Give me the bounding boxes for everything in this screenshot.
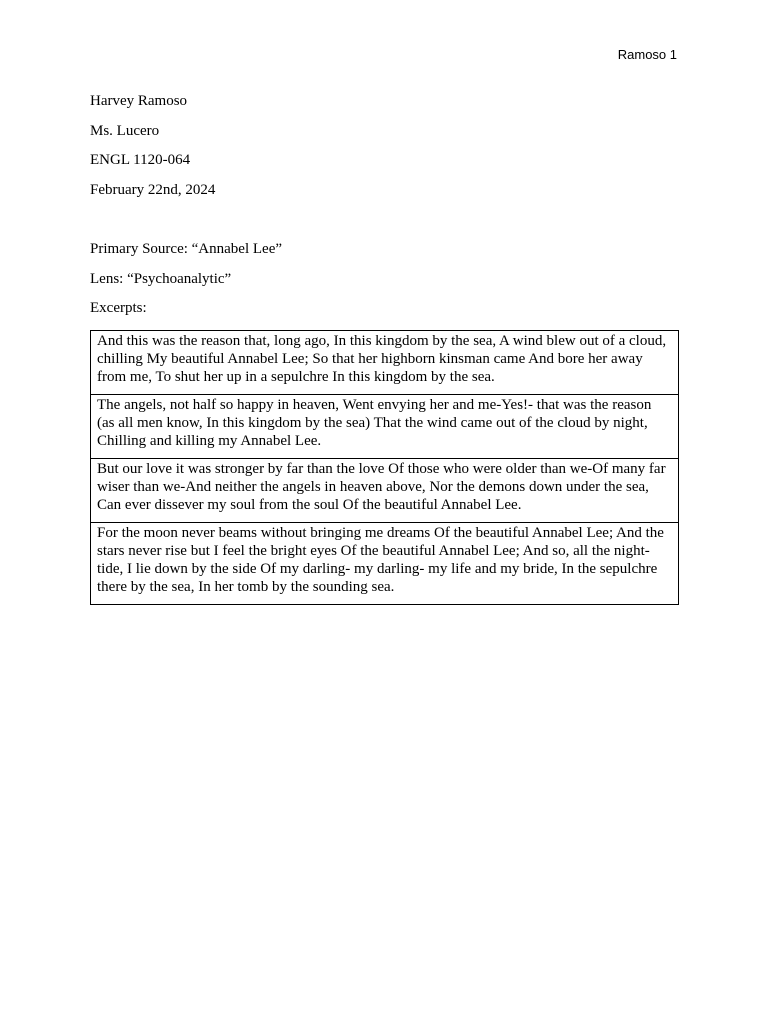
table-row: [91, 459, 679, 523]
primary-source: Primary Source: “Annabel Lee”: [90, 241, 283, 257]
excerpts-label: Excerpts:: [90, 300, 147, 316]
source-info-block: [90, 240, 680, 329]
course-code: ENGL 1120-064: [90, 152, 191, 168]
student-name: Harvey Ramoso: [90, 93, 188, 109]
excerpt-cell: And this was the reason that, long ago, In this kingdom by the sea, A wind blew out of a cloud, chilling My beautiful Annabel Lee; So that her highborn kinsman came And bore her away from me, To shut her up in a sepulchre In this kingdom by the sea.: [91, 331, 679, 395]
lens-line: Lens: “Psychoanalytic”: [90, 270, 232, 287]
document-date: February 22nd, 2024: [90, 181, 216, 198]
instructor-name: Ms. Lucero: [90, 122, 160, 139]
excerpt-cell: The angels, not half so happy in heaven, Went envying her and me-Yes!- that was the reason (as all men know, In this kingdom by the sea) That the wind came out of the cloud by night, Chilling and killing my Annabel Lee.: [91, 395, 679, 459]
excerpt-cell: But our love it was stronger by far than the love Of those who were older than we-Of many far wiser than we-And neither the angels in heaven above, Nor the demons down under the sea, Can ever dissever my soul from the soul Of the beautiful Annabel Lee.: [91, 459, 679, 523]
table-row: [91, 331, 679, 395]
table-row: [91, 523, 679, 605]
table-row: [91, 395, 679, 459]
excerpt-cell: For the moon never beams without bringing me dreams Of the beautiful Annabel Lee; And the stars never rise but I feel the bright eyes Of the beautiful Annabel Lee; And so, all the night-tide, I lie down by the side Of my darling- my darling- my life and my bride, In the sepulchre there by the sea, In her tomb by the sounding sea.: [91, 523, 679, 605]
running-head: Ramoso 1: [617, 47, 677, 62]
excerpts-table: [90, 330, 679, 605]
heading-block: [90, 92, 680, 210]
